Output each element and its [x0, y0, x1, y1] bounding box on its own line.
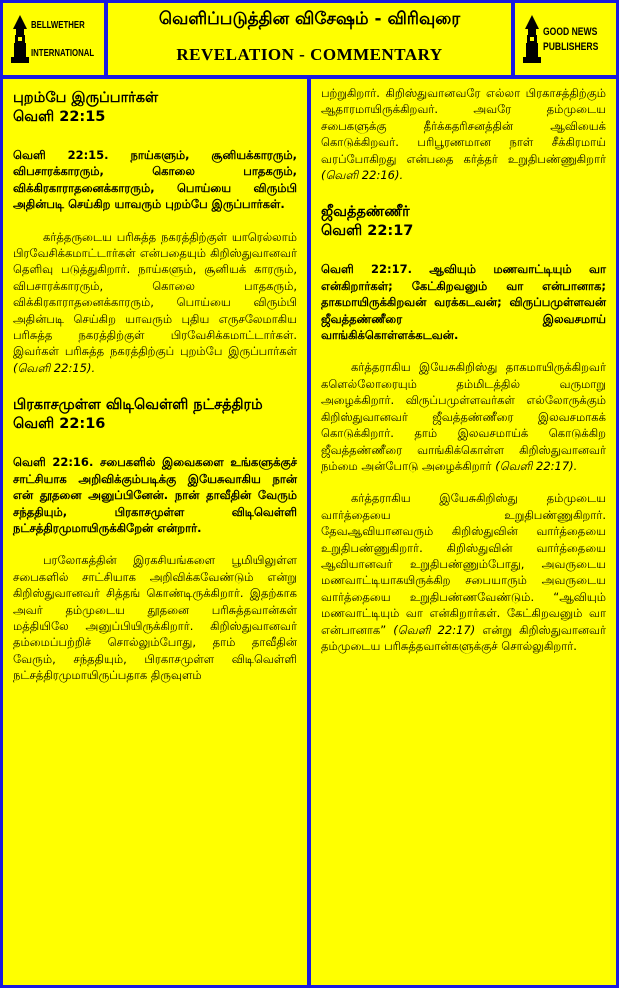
paragraph-text: கர்த்தருடைய பரிசுத்த நகரத்திற்குள் யாரெல்லாம் பிரவேசிக்கமாட்டார்கள் என்பதையும் கிறிஸ்துவானவர் தெளிவு படுத்துகிறார். நாய்களும், சூனியக் காரரும், விபசாரக்காரரும், கொலை பாதகரும், விக்கிரகாராதனைக்காரரும், பொய்யை விரும்பி அதின்படி செய்கிற யாவரும் புதிய எருசலேமாகிய பரிசுத்த நகரத்திற்குள் பிரவேசிக்கமாட்டார்கள். இவர்கள் பரிசுத்த நகரத்திற்குப் புறம்பே இருப்பார்கள்	[13, 229, 297, 359]
publisher-logo-left	[3, 3, 104, 75]
verse-ref: (வெளி 22:16).	[321, 168, 404, 183]
section-heading: ஜீவத்தண்ணீர்	[321, 204, 410, 221]
header-title-box	[108, 3, 511, 75]
right-column-content	[321, 85, 606, 654]
logo-line-1: BELLWETHER	[31, 20, 85, 31]
section-heading: பிரகாசமுள்ள விடிவெள்ளி நட்சத்திரம்	[13, 397, 263, 414]
bell-tower-icon	[9, 15, 31, 63]
bellwether-logo	[7, 13, 100, 65]
title-english: REVELATION - COMMENTARY	[176, 45, 443, 64]
paragraph-text: கர்த்தராகிய இயேசுகிறிஸ்து தாகமாயிருக்கிறவர் களெல்லோரையும் தம்மிடத்தில் வருமாறு அழைக்கிறார். விருப்பமுள்ளவர்கள் எல்லோருக்கும் கிறிஸ்துவானவர் ஜீவத்தண்ணீரை இலவசமாகக் கொடுக்கிறார். தாம் இலவசமாய்க் கொடுக்கிற ஜீவத்தண்ணீரை வாங்கிக்கொள்ள கிறிஸ்துவானவர் நம்மை அன்போடு அழைக்கிறார்	[321, 360, 606, 473]
verse-ref: (வெளி 22:17).	[495, 458, 578, 473]
paragraph-text: என்று கிறிஸ்துவானவர் தம்முடைய பரிசுத்தவான்களுக்குச் சொல்லுகிறார்.	[321, 622, 607, 653]
bell-tower-icon	[521, 15, 543, 63]
commentary-paragraph	[13, 229, 297, 377]
logo-line-1: GOOD NEWS	[543, 26, 598, 38]
commentary-paragraph	[321, 85, 606, 183]
section-reference: வெளி 22:16	[13, 416, 106, 433]
commentary-paragraph	[321, 359, 606, 474]
section-heading: புறம்பே இருப்பார்கள்	[13, 90, 159, 106]
left-column	[3, 79, 307, 985]
section-reference: வெளி 22:15	[13, 109, 106, 125]
commentary-paragraph: பரலோகத்தின் இரகசியங்களை பூமியிலுள்ள சபைகளில் சாட்சியாக அறிவிக்கவேண்டும் என்று கிறிஸ்துவானவர் சித்தங் கொண்டிருக்கிறார். இதற்காக அவர் தம்முடைய தூதனை பரிசுத்தவான்கள் மத்தியிலே அனுப்பியிருக்கிறார். கிறிஸ்துவானவர் தம்மைப்பற்றிச் சொல்லும்போது, தாம் தாவீதின் வேரும், சந்ததியும், பிரகாசமுள்ள விடிவெள்ளி நட்சத்திரமுமாயிருப்பதாக திருவுளம்	[13, 553, 297, 683]
left-column-content	[13, 85, 297, 684]
paragraph-text: பற்றுகிறார். கிறிஸ்துவானவரே எல்லா பிரகாசத்திற்கும் ஆதாரமாயிருக்கிறவர். அவரே தம்முடைய சபைகளுக்கு தீர்க்கதரிசனத்தின் ஆவியைக் கொடுக்கிறவர். பரிபூரணமான நாள் சீக்கிரமாய் வரப்போகிறது என்பதை கர்த்தர் உறுதிபண்ணுகிறார்	[321, 86, 606, 166]
verse-text: வெளி 22:17. ஆவியும் மணவாட்டியும் வா என்கிறார்கள்; கேட்கிறவனும் வா என்பானாக; தாகமாயிருக்கிறவன் வரக்கடவன்; விருப்பமுள்ளவன் ஜீவத்தண்ணீரை இலவசமாய் வாங்கிக்கொள்ளக்கடவன்.	[321, 262, 606, 343]
right-column	[311, 79, 616, 985]
verse-ref: (வெளி 22:17)	[393, 622, 476, 637]
bellwether-logo-text	[31, 19, 94, 61]
paragraph-text: கர்த்தராகிய இயேசுகிறிஸ்து தம்முடைய வார்த்தையை உறுதிபண்ணுகிறார். தேவஆவியானவரும் கிறிஸ்துவின் வார்த்தையை உறுதிபண்ணுகிறார். கிறிஸ்துவின் வார்த்தையை ஆவியானவர் உறுதிபண்ணும்போது, அவருடைய மணவாட்டியாகயிருக்கிற சபையாரும் அவருடைய வார்த்தையை உறுதிபண்ணவேண்டும். “ஆவியும் மணவாட்டியும் வா என்கிறார்கள். கேட்கிறவனும் வா என்பானாக”	[321, 491, 606, 637]
commentary-paragraph	[321, 490, 606, 654]
logo-line-2: INTERNATIONAL	[31, 48, 95, 59]
title-tamil: வெளிப்படுத்தின விசேஷம் - விரிவுரை	[158, 9, 461, 29]
verse-text: வெளி 22:15. நாய்களும், சூனியக்காரரும், விபசாரக்காரரும், கொலை பாதகரும், விக்கிரகாராதனைக்காரரும், பொய்யை விரும்பி அதின்படி செய்கிற யாவரும் புறம்பே இருப்பார்கள்.	[13, 148, 297, 212]
logo-line-2: PUBLISHERS	[543, 41, 599, 53]
section-reference: வெளி 22:17	[321, 223, 414, 240]
good-news-logo-text	[543, 25, 598, 55]
good-news-logo	[519, 13, 612, 65]
verse-ref: (வெளி 22:15).	[13, 360, 96, 375]
publisher-logo-right	[515, 3, 616, 75]
verse-text: வெளி 22:16. சபைகளில் இவைகளை உங்களுக்குச் சாட்சியாக அறிவிக்கும்படிக்கு இயேசுவாகிய நான் என் தூதனை அனுப்பினேன். நான் தாவீதின் வேரும் சந்ததியும், பிரகாசமுள்ள விடிவெள்ளி நட்சத்திரமுமாயிருக்கிறேன் என்றார்.	[13, 455, 297, 535]
